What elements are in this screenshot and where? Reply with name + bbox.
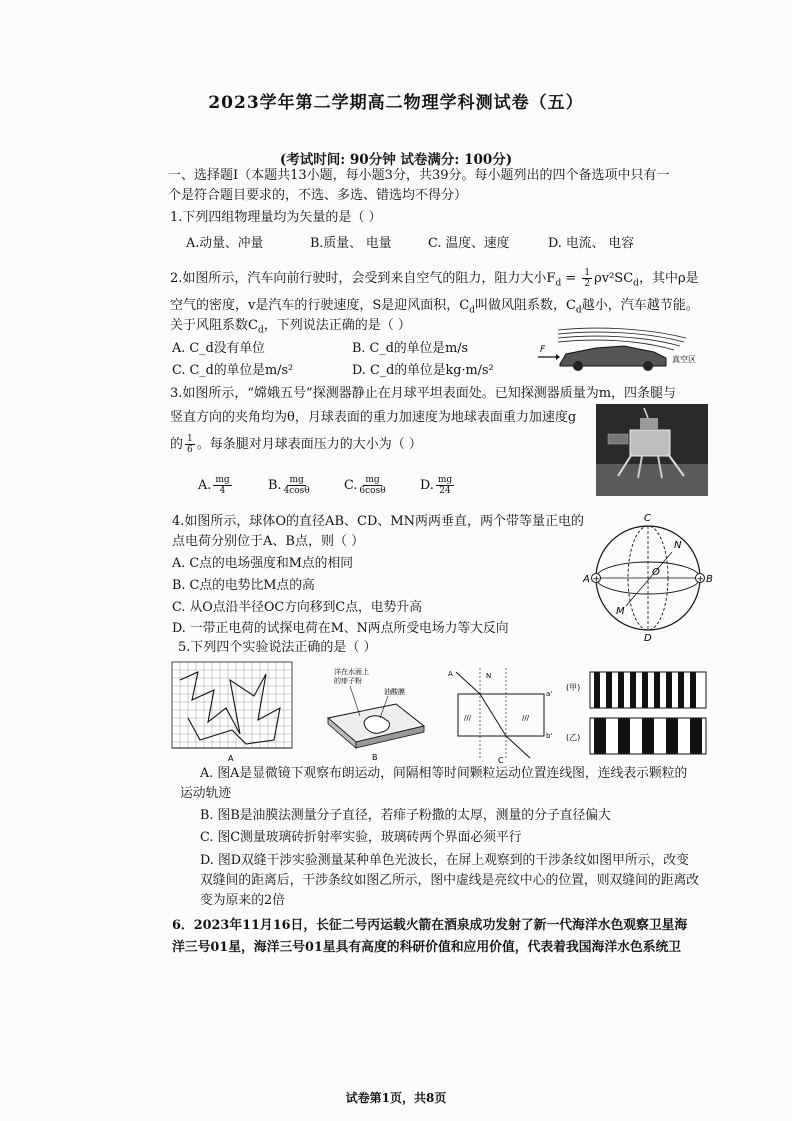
q5-figure-b-oil-film	[320, 664, 428, 764]
vacuum-region-label: 真空区	[672, 355, 696, 364]
fringe-band	[606, 672, 612, 708]
q3-line2: 竖直方向的夹角均为θ，月球表面的重力加速度为地球表面重力加速度g	[170, 410, 577, 425]
fringe-band	[666, 672, 672, 708]
q3-option-d: D. $\frac{mg}{24}$	[420, 475, 453, 496]
point-b-label: B	[706, 574, 713, 585]
fringe-band	[630, 672, 636, 708]
q4-line1: 4.如图所示，球体O的直径AB、CD、MN两两垂直，两个带等量正电的	[172, 514, 585, 529]
q4-option-c: C. 从O点沿半径OC方向移到C点，电势升高	[172, 600, 422, 615]
q4-line2: 点电荷分别位于A、B点，则（ ）	[172, 534, 365, 549]
q4-option-a: A. C点的电场强度和M点的相同	[172, 556, 354, 571]
q3-option-b: B. $\frac{mg}{4\cos\theta}$	[268, 475, 310, 496]
q3-line1: 3.如图所示，“嫦娥五号”探测器静止在月球平坦表面处。已知探测器质量为m，四条腿与	[170, 386, 677, 401]
q3-sixth-fraction: $\frac{1}{6}$	[187, 434, 193, 455]
page-title: 2023学年第二学期高二物理学科测试卷（五）	[208, 93, 584, 113]
fringe-band	[690, 672, 696, 708]
q1-option-b: B.质量、 电量	[310, 236, 392, 251]
fringe-band	[666, 718, 678, 754]
svg-text:b': b'	[546, 732, 553, 740]
point-a-label: A	[583, 574, 590, 585]
figure-b-label: B	[372, 753, 378, 762]
q2-car-figure	[536, 324, 702, 374]
q5-stem: 5.下列四个实验说法正确的是（ ）	[178, 640, 377, 655]
q5-figure-d-fringes	[566, 668, 712, 764]
q3-option-a: A. $\frac{mg}{4}$	[198, 475, 230, 496]
q2-line2: 空气的密度，v是汽车的行驶速度，S是迎风面积，$C_d$叫做风阻系数，$C_d$越小，汽车越节能。	[170, 298, 699, 316]
q2-half-fraction: $\frac{1}{2}$	[584, 268, 591, 289]
q4-option-b: B. C点的电势比M点的高	[172, 578, 315, 593]
figure-b-film-label: 油酸膜	[384, 688, 405, 696]
q1-option-a: A.动量、冲量	[186, 236, 264, 251]
svg-text:a': a'	[546, 690, 553, 698]
section-instruction-line1: 一、选择题Ⅰ（本题共13小题，每小题3分，共39分。每小题列出的四个备选项中只有一	[168, 168, 670, 183]
figure-d-jia-label: (甲)	[566, 683, 581, 692]
fringe-band	[618, 672, 624, 708]
svg-text:///: ///	[522, 714, 530, 722]
fringe-band	[594, 672, 600, 708]
figure-b-powder-label1: 洋在水面上	[334, 668, 369, 676]
exam-info: (考试时间: 90分钟 试卷满分: 100分)	[279, 152, 513, 168]
q3-lander-photo	[596, 404, 708, 496]
svg-text:///: ///	[464, 714, 472, 722]
q2-line3: 关于风阻系数$C_d$，下列说法正确的是（ ）	[170, 318, 411, 336]
svg-text:N: N	[486, 672, 492, 680]
q2-option-a: A. C_d没有单位	[172, 341, 265, 356]
fringe-band	[618, 718, 630, 754]
svg-text:+: +	[696, 574, 705, 585]
q2-option-c: C. C_d的单位是m/s²	[172, 363, 294, 378]
fringe-band	[678, 672, 684, 708]
fringe-band	[654, 672, 660, 708]
q3-option-c: C. $\frac{mg}{6\cos\theta}$	[344, 475, 386, 496]
q5-option-c: C. 图C测量玻璃砖折射率实验，玻璃砖两个界面必须平行	[200, 830, 522, 845]
q5-option-d-line3: 变为原来的2倍	[200, 893, 285, 908]
force-label: F	[540, 345, 546, 355]
point-n-label: N	[674, 540, 682, 551]
q1-option-d: D. 电流、 电容	[548, 236, 634, 251]
point-o-label: O	[652, 567, 660, 578]
page-footer: 试卷第1页，共8页	[345, 1091, 447, 1105]
figure-a-label: A	[228, 754, 234, 763]
q5-figure-c-refraction	[446, 664, 556, 764]
fringe-band	[642, 718, 654, 754]
q5-option-a-line2: 运动轨迹	[180, 786, 232, 801]
q4-sphere-figure	[582, 510, 714, 642]
q5-option-b: B. 图B是油膜法测量分子直径，若痱子粉撒的太厚，测量的分子直径偏大	[200, 808, 611, 823]
fringe-band	[642, 672, 648, 708]
fringe-band	[594, 718, 606, 754]
figure-b-powder-label2: 的痱子粉	[334, 677, 362, 685]
point-m-label: M	[616, 606, 625, 617]
section-instruction-line2: 个是符合题目要求的，不选、多选、错选均不得分）	[168, 188, 468, 203]
q5-option-d-line1: D. 图D双缝干涉实验测量某种单色光波长，在屏上观察到的干涉条纹如图甲所示，改变	[200, 853, 689, 868]
figure-c-label: C	[498, 756, 504, 764]
q5-figure-a-brownian	[170, 660, 296, 764]
q1-stem: 1.下列四组物理量均为矢量的是（ ）	[170, 210, 382, 225]
q5-option-a-line1: A. 图A是显微镜下观察布朗运动，间隔相等时间颗粒运动位置连线图，连线表示颗粒的	[200, 766, 688, 781]
q5-option-d-line2: 双缝间的距离后，干涉条纹如图乙所示，图中虚线是亮纹中心的位置，则双缝间的距离改	[200, 873, 700, 888]
svg-text:A: A	[448, 670, 453, 678]
q6-line2: 洋三号01星，海洋三号01星具有高度的科研价值和应用价值，代表着我国海洋水色系统卫	[172, 940, 682, 955]
lander-body-icon	[630, 430, 670, 456]
q4-option-d: D. 一带正电荷的试探电荷在M、N两点所受电场力等大反向	[172, 621, 509, 636]
point-d-label: D	[644, 633, 652, 642]
point-c-label: C	[644, 513, 651, 524]
svg-text:+: +	[592, 574, 601, 585]
q1-option-c: C. 温度、速度	[428, 236, 510, 251]
q2-line1: 2.如图所示，汽车向前行驶时，会受到来自空气的阻力，阻力大小$F_d$ = $\frac{1}{2}$ $\rho v^2SC_d$，其中ρ是	[170, 268, 699, 289]
q6-line1: 6．2023年11月16日，长征二号丙运载火箭在酒泉成功发射了新一代海洋水色观察卫星海	[172, 918, 688, 933]
figure-d-yi-label: (乙)	[566, 733, 581, 742]
q3-line3: 的 $\frac{1}{6}$ 。每条腿对月球表面压力的大小为（ ）	[170, 434, 422, 455]
q2-option-d: D. C_d的单位是kg·m/s²	[352, 363, 494, 378]
q2-option-b: B. C_d的单位是m/s	[352, 341, 469, 356]
fringe-band	[690, 718, 702, 754]
